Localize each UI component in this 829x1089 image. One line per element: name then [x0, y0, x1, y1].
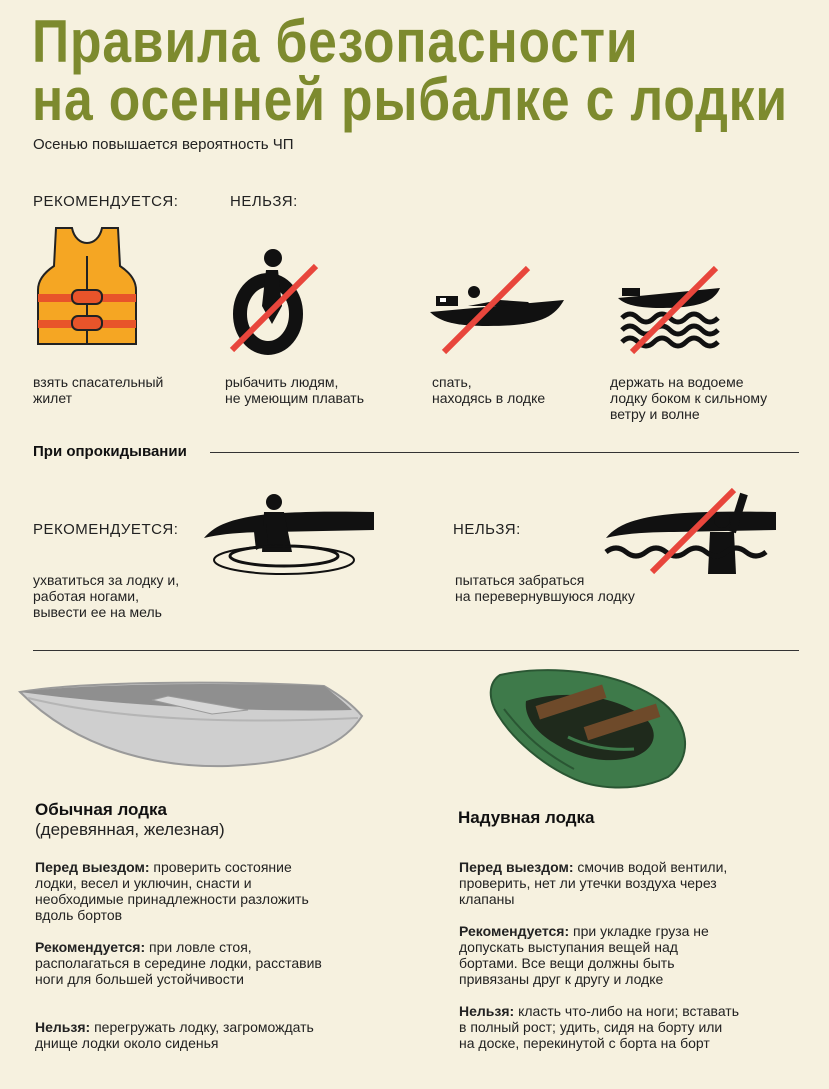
capsize-forbidden-label: НЕЛЬЗЯ:	[453, 521, 521, 538]
regular-before-trip-label: Перед выездом:	[35, 859, 150, 875]
capsize-recommended-text: ухватиться за лодку и, работая ногами, вывести ее на мель	[33, 572, 180, 620]
caption-life-vest: взять спасательный жилет	[33, 374, 164, 406]
regular-boat-subtitle: (деревянная, железная)	[35, 820, 225, 839]
inflatable-recommended	[459, 923, 739, 987]
regular-recommended	[35, 939, 325, 987]
no-swimmer-icon	[228, 246, 323, 356]
inflatable-recommended-text: при укладке груза не допускать выступания вещей над бортами. Все вещи должны быть привязаны друг к другу и лодке	[459, 923, 709, 987]
inflatable-before-trip-label: Перед выездом:	[459, 859, 574, 875]
inflatable-before-trip-text: смочив водой вентили, проверить, нет ли утечки воздуха через клапаны	[459, 859, 728, 907]
regular-forbidden-text: перегружать лодку, загромождать днище лодки около сиденья	[35, 1019, 314, 1051]
boats-divider	[33, 650, 799, 651]
caption-no-sleeping: спать, находясь в лодке	[432, 374, 546, 406]
regular-forbidden	[35, 1019, 325, 1051]
regular-recommended-text: при ловле стоя, располагаться в середине лодки, расставив ноги для большей устойчивости	[35, 939, 322, 987]
regular-recommended-label: Рекомендуется:	[35, 939, 146, 955]
capsize-recommended-label: РЕКОМЕНДУЕТСЯ:	[33, 521, 179, 538]
inflatable-forbidden-text: класть что-либо на ноги; вставать в полный рост; удить, сидя на борту или на доске, перекинутой с борта на борт	[459, 1003, 740, 1051]
capsize-section-title: При опрокидывании	[33, 443, 187, 460]
inflatable-recommended-label: Рекомендуется:	[459, 923, 570, 939]
inflatable-before-trip	[459, 859, 739, 907]
caption-no-swimmer: рыбачить людям, не умеющим плавать	[225, 374, 365, 406]
recommended-label: РЕКОМЕНДУЕТСЯ:	[33, 193, 179, 210]
forbidden-label: НЕЛЬЗЯ:	[230, 193, 298, 210]
regular-boat-illustration	[18, 680, 364, 770]
title-line-1: Правила безопасности	[32, 8, 639, 75]
section-divider	[210, 452, 799, 453]
inflatable-forbidden	[459, 1003, 739, 1051]
caption-no-sideways: держать на водоеме лодку боком к сильному ветру и волне	[610, 374, 768, 422]
inflatable-forbidden-label: Нельзя:	[459, 1003, 515, 1019]
regular-boat-name: Обычная лодка	[35, 800, 167, 819]
life-vest-icon	[36, 226, 138, 348]
regular-forbidden-label: Нельзя:	[35, 1019, 91, 1035]
no-sideways-boat-icon	[616, 266, 731, 356]
no-climbing-capsized-boat-icon	[604, 488, 779, 576]
hold-capsized-boat-icon	[202, 494, 377, 576]
regular-before-trip	[35, 859, 325, 923]
regular-before-trip-text: проверить состояние лодки, весел и уключин, снасти и необходимые принадлежности разложить вдоль бортов	[35, 859, 309, 923]
inflatable-boat-illustration	[484, 665, 694, 791]
inflatable-boat-name: Надувная лодка	[458, 808, 595, 827]
title-line-2: на осенней рыбалке с лодки	[32, 66, 788, 133]
capsize-forbidden-text: пытаться забраться на перевернувшуюся лодку	[455, 572, 635, 604]
no-sleeping-in-boat-icon	[428, 266, 568, 356]
subtitle: Осенью повышается вероятность ЧП	[33, 136, 294, 153]
